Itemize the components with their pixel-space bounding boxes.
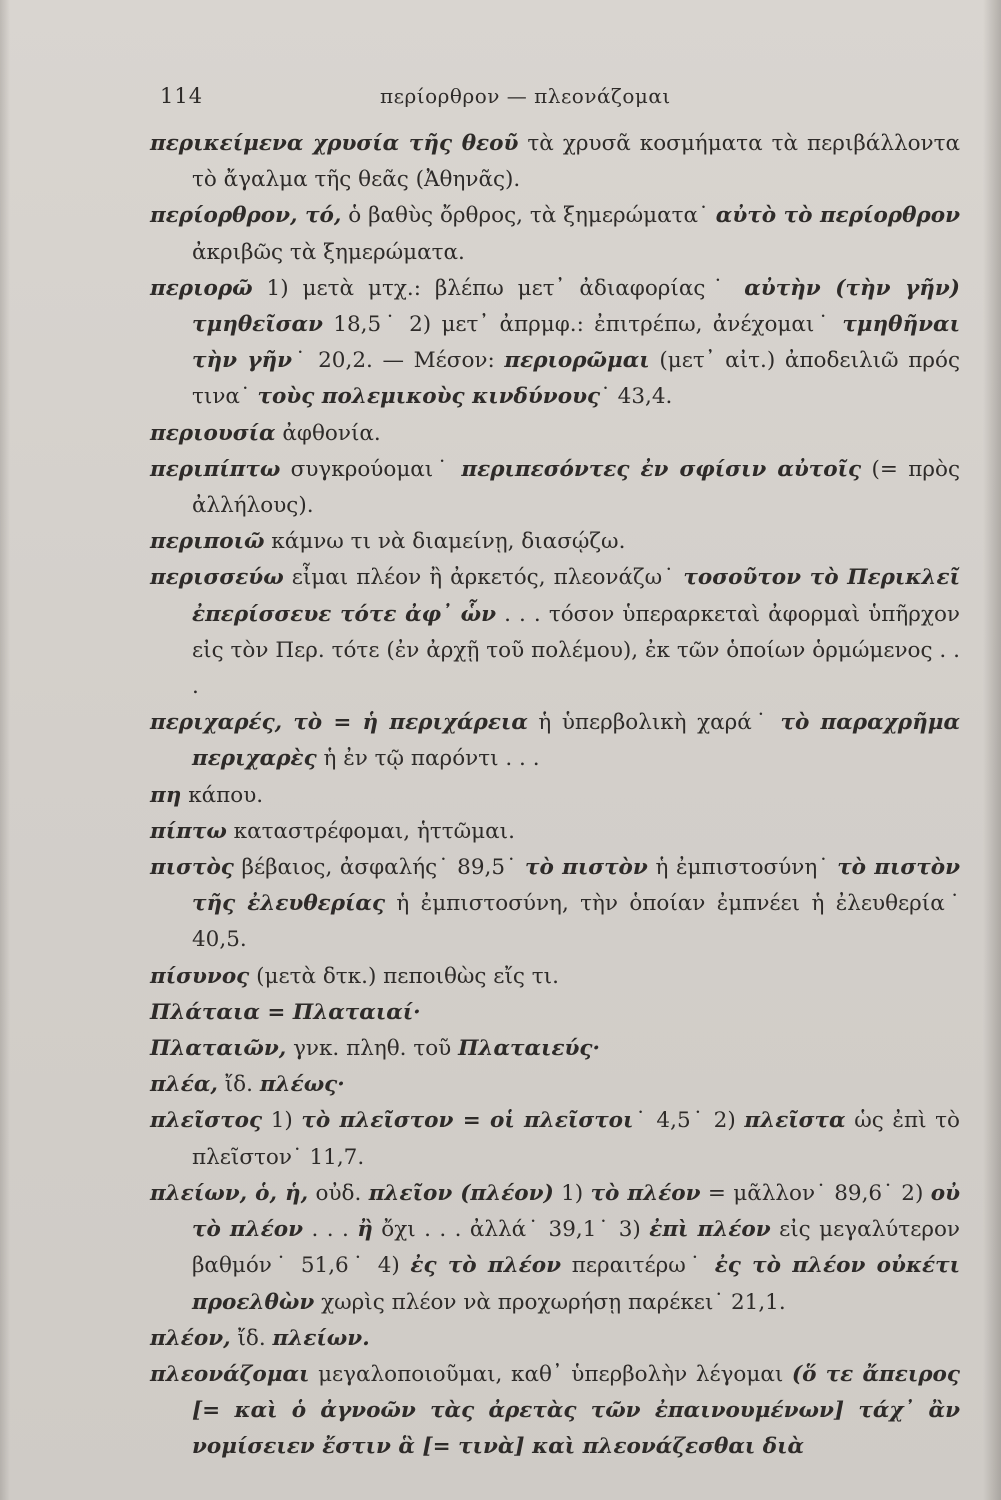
glossary-entry <box>150 524 960 560</box>
headword: πλέον, <box>150 1325 231 1351</box>
glossary-entry <box>150 959 960 995</box>
definition-text: ˙ 4,5˙ 2) <box>633 1108 745 1134</box>
quoted-phrase: τὸ πλέον <box>590 1180 701 1206</box>
definition-text: ἡ ἐν τῷ παρόντι . . . <box>316 746 540 772</box>
quoted-phrase: ἐς τὸ πλέον οὐκέτι προελθὼν <box>192 1253 960 1315</box>
headword: περιορῶ <box>150 275 253 301</box>
glossary-entry <box>150 1357 960 1466</box>
headword: περιποιῶ <box>150 529 265 555</box>
quoted-phrase: (ὅ τε ἄπειρος [= καὶ ὁ ἀγνοῶν τὰς ἀρετὰς τῶν ἐπαινουμένων] τάχ᾽ ἂν νομίσειεν ἔστιν ἃ [= τινὰ] καὶ πλεονάζεσθαι διὰ <box>192 1361 960 1460</box>
page-number: 114 <box>160 84 204 108</box>
glossary-entries <box>150 126 960 1466</box>
definition-text: 1) <box>262 1108 302 1134</box>
headword: Πλάταια = Πλαταιαί· <box>150 999 421 1025</box>
quoted-phrase: τμηθῆναι τὴν γῆν <box>192 312 960 374</box>
quoted-phrase: τὸ πιστὸν τῆς ἐλευθερίας <box>192 855 961 917</box>
headword: πη <box>150 782 182 808</box>
quoted-phrase: πλεῖον (πλέον) <box>368 1180 554 1206</box>
definition-text: μεγαλοποιοῦμαι, καθ᾽ ὑπερβολὴν λέγομαι <box>309 1361 792 1387</box>
headword: περικείμενα χρυσία τῆς θεοῦ <box>150 131 519 156</box>
headword: περιχαρές, τὸ = ἡ περιχάρεια <box>150 710 528 736</box>
definition-text: ὄχι . . . ἀλλά˙ 39,1˙ 3) <box>372 1217 650 1243</box>
page-header <box>160 84 951 118</box>
glossary-entry <box>150 705 960 777</box>
headword: πλέα, <box>150 1072 218 1098</box>
definition-text: (μετ᾽ αἰτ.) ἀποδειλιῶ πρός τινα˙ <box>192 348 961 410</box>
glossary-entry <box>150 1176 960 1321</box>
glossary-entry <box>150 416 960 452</box>
glossary-entry <box>150 1067 960 1103</box>
definition-text: γνκ. πληθ. τοῦ <box>286 1036 459 1062</box>
glossary-entry <box>150 560 960 705</box>
glossary-entry <box>150 1031 960 1067</box>
glossary-entry <box>150 198 960 270</box>
quoted-phrase: τὸ πλεῖστον = οἱ πλεῖστοι <box>301 1108 634 1134</box>
quoted-phrase: περιορῶμαι <box>504 348 650 374</box>
quoted-phrase: τοσοῦτον τὸ Περικλεῖ ἐπερίσσευε τότε ἀφ᾽ ὧν <box>192 565 960 627</box>
headword: περισσεύω <box>150 565 284 591</box>
definition-text: (= πρὸς ἀλλήλους). <box>192 456 960 519</box>
quoted-phrase: οὐ τὸ πλέον <box>192 1180 960 1243</box>
definition-text: ἡ ἐμπιστοσύνη, τὴν ὁποίαν ἐμπνέει ἡ ἐλευθερία˙ 40,5. <box>192 891 961 953</box>
quoted-phrase: ἐς τὸ πλέον <box>410 1253 562 1279</box>
definition-text: = μᾶλλον˙ 89,6˙ 2) <box>700 1180 931 1206</box>
headword: πλεονάζομαι <box>150 1361 310 1387</box>
quoted-phrase: περιπεσόντες ἐν σφίσιν αὐτοῖς <box>461 456 862 482</box>
quoted-phrase: ἢ <box>357 1217 373 1243</box>
headword: πιστὸς <box>150 855 234 881</box>
page-edge-shadow-left <box>0 0 10 1500</box>
definition-text: ἴδ. <box>230 1325 273 1351</box>
quoted-phrase: ἐπὶ πλέον <box>649 1217 771 1243</box>
quoted-phrase: τὸ πιστὸν <box>525 855 648 881</box>
definition-text: κάμνω τι νὰ διαμείνῃ, διασῴζω. <box>264 529 626 555</box>
definition-text: ὡς ἐπὶ τὸ πλεῖστον˙ 11,7. <box>192 1108 961 1170</box>
definition-text: 1) μετὰ μτχ.: βλέπω μετ᾽ ἀδιαφορίας˙ <box>252 275 745 301</box>
definition-text: εἶμαι πλέον ἢ ἀρκετός, πλεονάζω˙ <box>283 565 684 591</box>
headword: περίορθρον, τό, <box>150 203 342 229</box>
definition-text: ἡ ὑπερβολικὴ χαρά˙ <box>527 710 781 736</box>
definition-text: (μετὰ δτκ.) πεποιθὼς εἴς τι. <box>249 963 559 989</box>
definition-text: ἀφθονία. <box>275 420 381 446</box>
quoted-phrase: πλεῖστα <box>744 1108 846 1134</box>
definition-text: καταστρέφομαι, ἡττῶμαι. <box>226 818 515 844</box>
quoted-phrase: πλέως· <box>259 1072 345 1098</box>
headword: πίσυνος <box>150 963 250 989</box>
headword: περιουσία <box>150 420 276 446</box>
definition-text: συγκρούομαι˙ <box>280 456 462 482</box>
glossary-entry <box>150 1103 960 1175</box>
definition-text: . . . τόσον ὑπεραρκεταὶ ἀφορμαὶ ὑπῆρχον εἰς τὸν Περ. τότε (ἐν ἀρχῇ τοῦ πολέμου), ἐκ τῶν ὁποίων ὁρμώμενος . . . <box>192 601 960 700</box>
page-edge-shadow-right <box>983 0 1001 1500</box>
headword: Πλαταιῶν, <box>150 1036 287 1062</box>
glossary-entry <box>150 814 960 850</box>
quoted-phrase: πλείων. <box>272 1325 370 1351</box>
definition-text: ἀκριβῶς τὰ ξημερώματα. <box>192 239 465 265</box>
definition-text: οὐδ. <box>308 1180 369 1206</box>
glossary-entry <box>150 271 960 416</box>
headword: πλεῖστος <box>150 1108 263 1134</box>
headword: πλείων, ὁ, ἡ, <box>150 1180 309 1206</box>
quoted-phrase: Πλαταιεύς· <box>458 1036 601 1062</box>
glossary-entry <box>150 1321 960 1357</box>
glossary-entry <box>150 778 960 814</box>
definition-text: περαιτέρω˙ <box>561 1253 715 1279</box>
headword: πίπτω <box>150 818 227 844</box>
definition-text: ˙ 43,4. <box>600 384 673 410</box>
glossary-entry <box>150 995 960 1031</box>
definition-text: τὰ χρυσᾶ κοσμήματα τὰ περιβάλλοντα τὸ ἄγαλμα τῆς θεᾶς (Ἀθηνᾶς). <box>192 131 961 193</box>
definition-text: κάπου. <box>181 782 264 808</box>
definition-text: ἴδ. <box>217 1072 260 1098</box>
definition-text: ὁ βαθὺς ὄρθρος, τὰ ξημερώματα˙ <box>341 203 716 229</box>
running-head: περίορθρον — πλεονάζομαι <box>380 84 671 108</box>
definition-text: εἰς μεγαλύτερον βαθμόν˙ 51,6˙ 4) <box>192 1217 961 1279</box>
glossary-entry <box>150 850 960 959</box>
quoted-phrase: τὸ παραχρῆμα περιχαρὲς <box>192 710 960 772</box>
glossary-entry <box>150 452 960 524</box>
headword: περιπίπτω <box>150 456 281 482</box>
quoted-phrase: αὐτὸ τὸ περίορθρον <box>715 203 960 229</box>
glossary-entry <box>150 126 960 198</box>
definition-text: βέβαιος, ἀσφαλής˙ 89,5˙ <box>233 855 526 881</box>
definition-text: ˙ 20,2. — Μέσον: <box>292 348 505 374</box>
definition-text: 1) <box>553 1180 591 1206</box>
quoted-phrase: αὐτὴν (τὴν γῆν) τμηθεῖσαν <box>192 275 960 338</box>
definition-text: 18,5˙ 2) μετ᾽ ἀπρμφ.: ἐπιτρέπω, ἀνέχομαι˙ <box>322 312 843 338</box>
definition-text: ἡ ἐμπιστοσύνη˙ <box>647 855 838 881</box>
definition-text: . . . <box>303 1217 358 1243</box>
definition-text: χωρὶς πλέον νὰ προχωρήσῃ παρέκει˙ 21,1. <box>314 1289 786 1315</box>
quoted-phrase: τοὺς πολεμικοὺς κινδύνους <box>257 384 601 410</box>
